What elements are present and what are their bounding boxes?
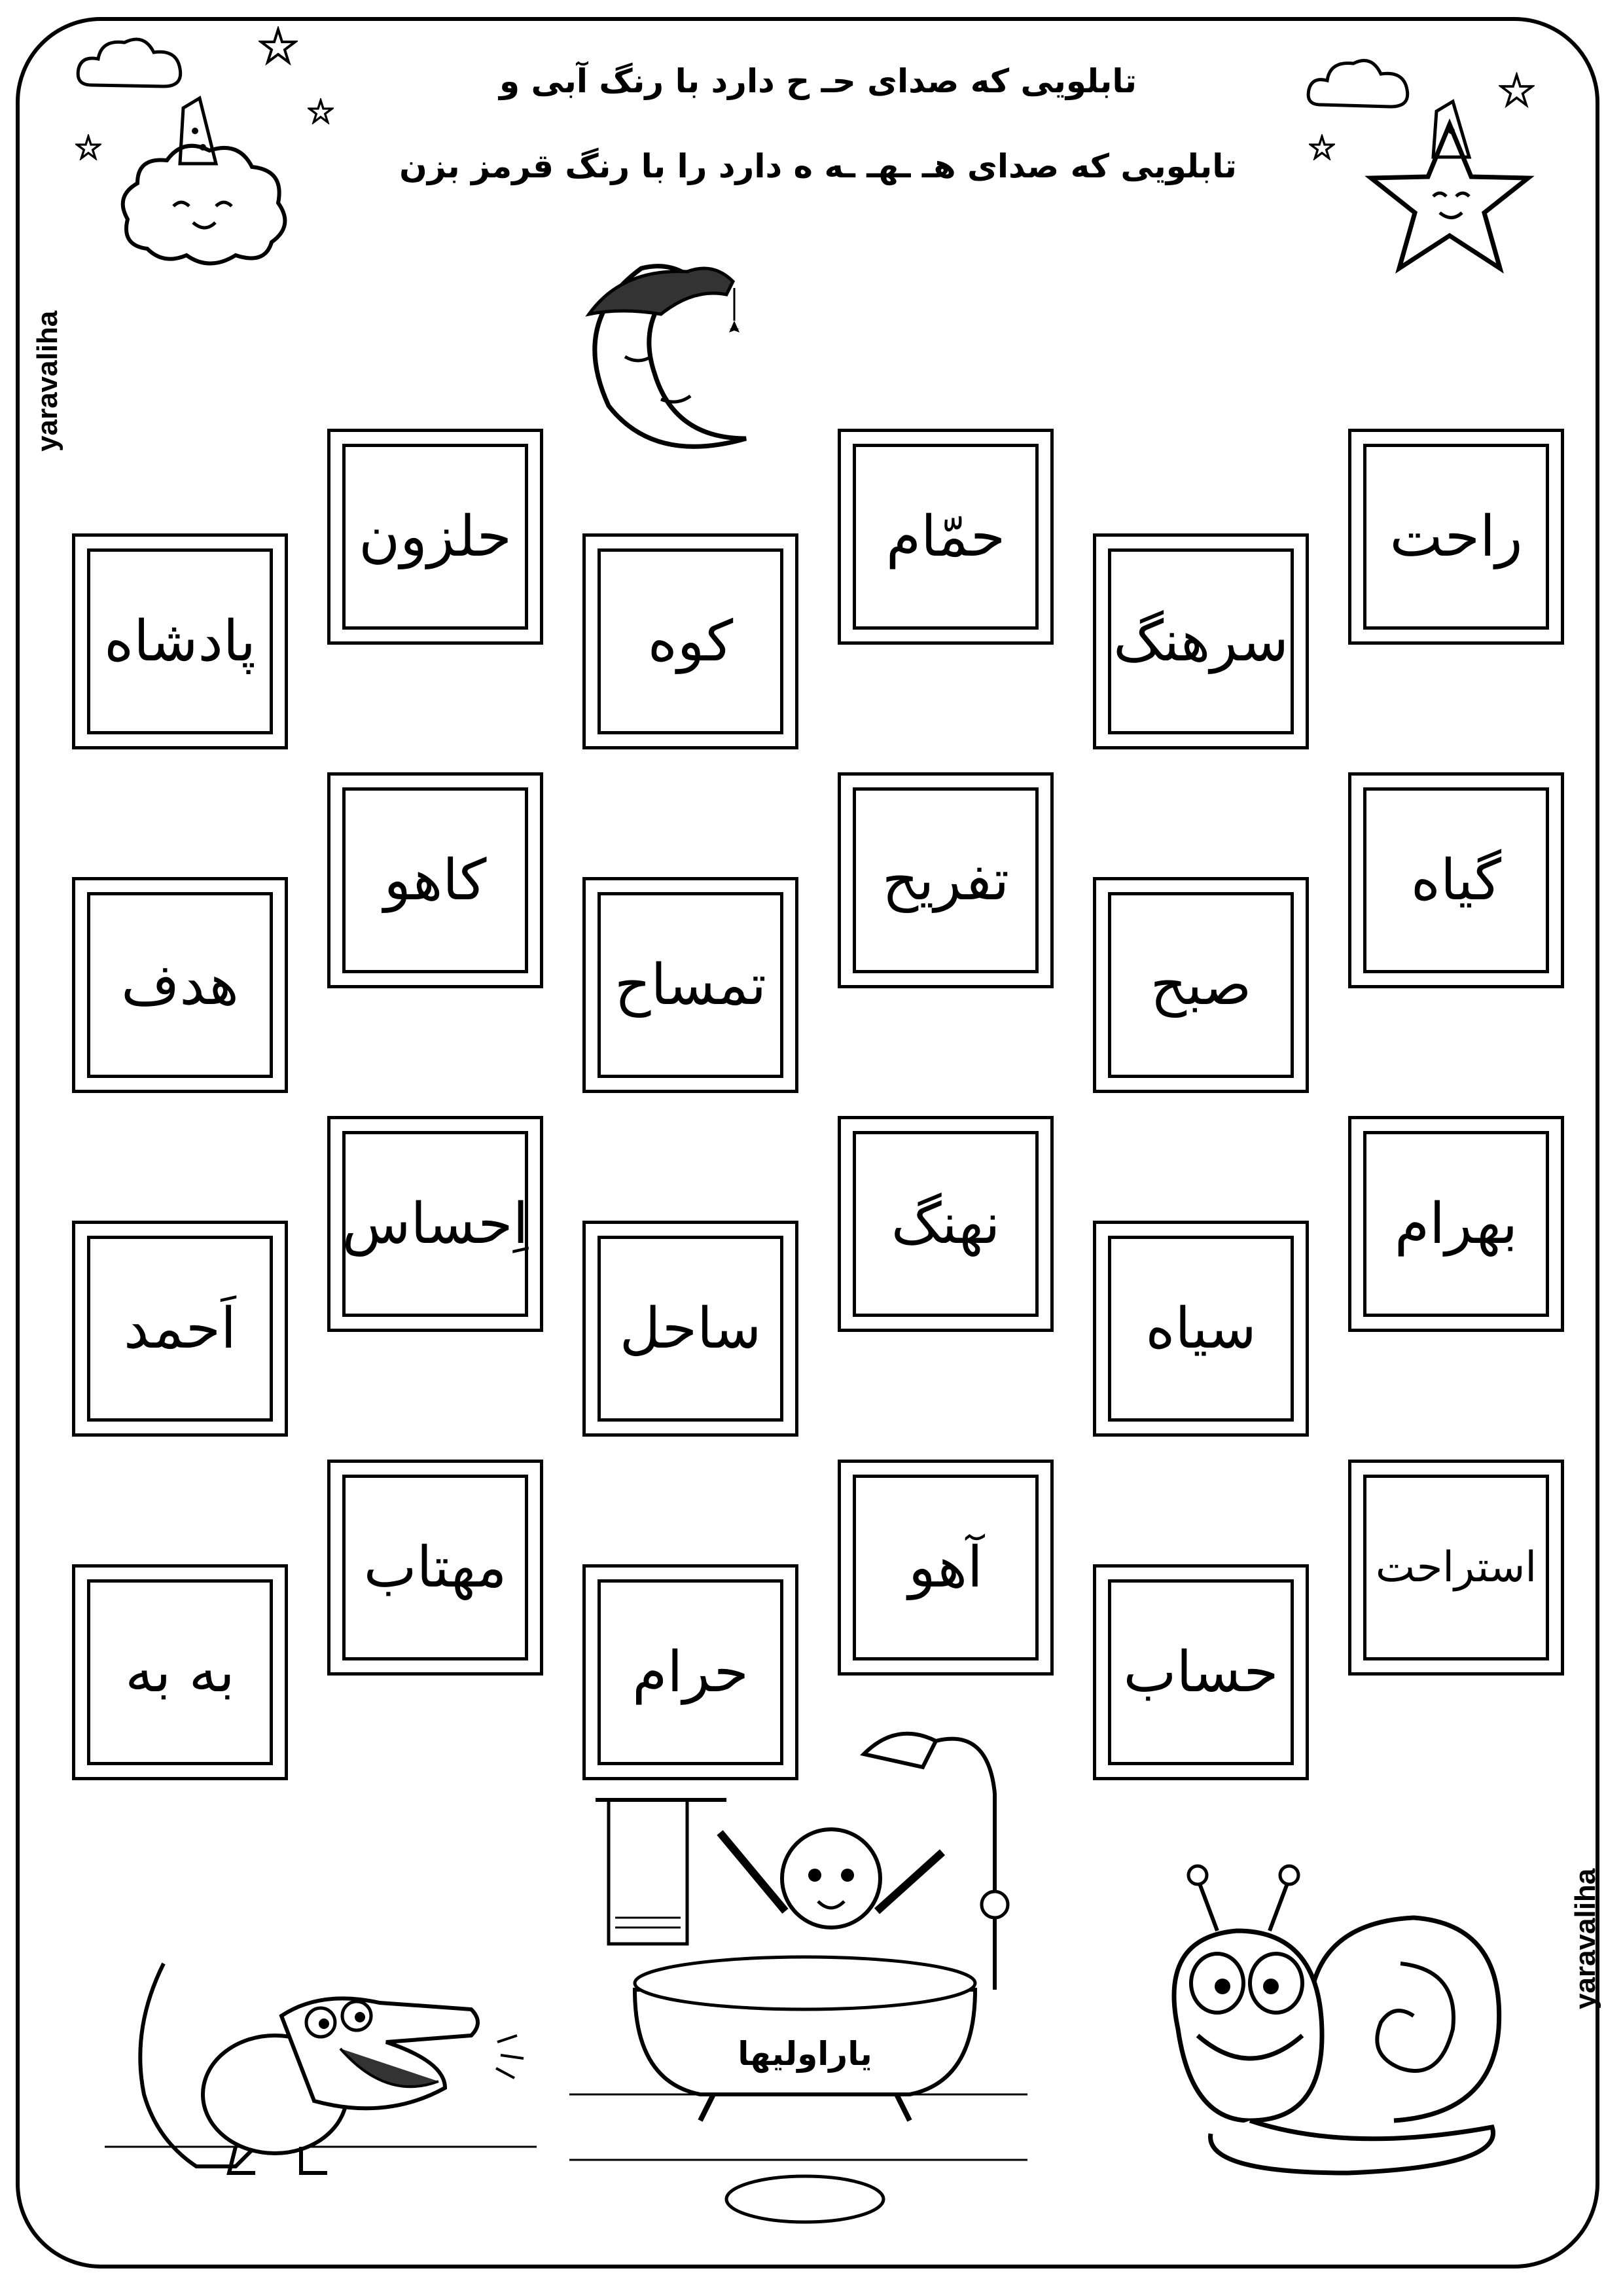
word-text: نهنگ: [891, 1191, 1001, 1257]
word-card[interactable]: [72, 533, 288, 749]
word-text: راحت: [1389, 504, 1523, 569]
word-text: اَحمد: [124, 1296, 236, 1361]
word-text: کاهو: [383, 848, 487, 913]
instruction-line-1: تابلویی که صدای حـ ح دارد با رنگ آبی و: [499, 62, 1137, 100]
word-card[interactable]: [838, 1460, 1054, 1676]
word-text: حساب: [1123, 1640, 1279, 1705]
sleeping-moon-icon: [563, 242, 805, 465]
word-card[interactable]: [72, 877, 288, 1093]
word-text: استراحت: [1375, 1543, 1537, 1592]
word-card[interactable]: [582, 533, 798, 749]
word-text: ساحل: [619, 1296, 762, 1361]
star-icon-right: [1499, 72, 1535, 108]
word-card[interactable]: [838, 429, 1054, 645]
star-icon-small: [308, 98, 334, 124]
word-card[interactable]: [1093, 1564, 1309, 1780]
word-card[interactable]: [582, 1221, 798, 1437]
word-text: کوه: [647, 609, 734, 674]
word-text: سیاه: [1145, 1296, 1257, 1361]
word-card[interactable]: [327, 1116, 543, 1332]
word-text: اِحساس: [342, 1191, 529, 1257]
word-card[interactable]: [1348, 772, 1564, 988]
word-card[interactable]: [1093, 1221, 1309, 1437]
word-text: تمساح: [614, 952, 767, 1018]
word-card[interactable]: [838, 772, 1054, 988]
word-card[interactable]: [1348, 429, 1564, 645]
word-card[interactable]: [327, 429, 543, 645]
smiling-cloud-icon: [111, 92, 301, 275]
word-text: هدف: [121, 952, 239, 1018]
word-text: حرام: [632, 1640, 749, 1705]
word-text: سرهنگ: [1113, 609, 1289, 674]
word-text: حلزون: [359, 504, 512, 569]
word-text: صبح: [1150, 952, 1252, 1018]
word-card[interactable]: [582, 877, 798, 1093]
watermark-right: yaravaliha: [1569, 1868, 1601, 2009]
word-text: حمّام: [885, 504, 1006, 569]
instruction-line-2: تابلویی که صدای هـ ـهـ ـه ه دارد را با رنگ قرمز بزن: [399, 147, 1237, 185]
word-text: مهتاب: [363, 1535, 507, 1600]
crocodile-icon: [105, 1950, 537, 2212]
snail-icon: [1152, 1859, 1518, 2199]
word-text: تفریح: [882, 848, 1010, 913]
word-card[interactable]: [327, 772, 543, 988]
word-card[interactable]: [582, 1564, 798, 1780]
word-card[interactable]: [838, 1116, 1054, 1332]
word-card[interactable]: [72, 1564, 288, 1780]
star-icon: [259, 26, 298, 65]
word-card[interactable]: [1348, 1116, 1564, 1332]
word-card[interactable]: [72, 1221, 288, 1437]
word-text: به به: [125, 1640, 235, 1705]
word-text: آهو: [908, 1535, 983, 1600]
word-card[interactable]: [1093, 533, 1309, 749]
word-card[interactable]: [1093, 877, 1309, 1093]
word-text: گیاه: [1410, 848, 1502, 913]
star-icon-tiny: [75, 134, 101, 160]
watermark-left: yaravaliha: [31, 310, 63, 452]
star-icon-right-small: [1309, 134, 1335, 160]
smiling-star-icon: [1355, 98, 1544, 281]
word-text: پادشاه: [104, 609, 256, 674]
child-in-bathtub-icon: [569, 1715, 1027, 2232]
word-card[interactable]: [1348, 1460, 1564, 1676]
word-card[interactable]: [327, 1460, 543, 1676]
word-text: بهرام: [1394, 1191, 1518, 1257]
tub-label: یاراولیها: [738, 2035, 872, 2073]
